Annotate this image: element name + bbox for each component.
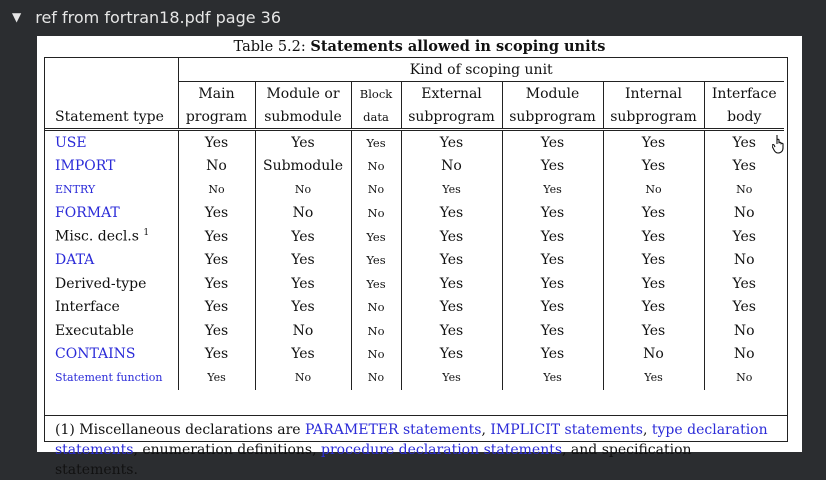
document-image: [37, 36, 802, 478]
col-header-modsub: Module: [502, 82, 603, 106]
panel-header[interactable]: [12, 6, 281, 28]
table-row: FORMAT Yes No No Yes Yes Yes No: [45, 202, 784, 226]
row-type-label: Misc. decl.s $^1$: [55, 228, 150, 246]
hand-pointer-icon: [772, 134, 786, 154]
table-frame: [44, 57, 788, 478]
scoping-units-table: Kind of scoping unit Main Module or Block External Module Internal Interface Statement type program submodule data subprogram subprogram subprogram body USE Yes Yes Yes Yes Yes Yes Yes IMPORT No Submodule No No Yes Yes Yes ENTRY No No No Yes Yes No No FORMAT Yes No No Yes Yes Yes No Misc. decl.s $^1$ Yes Yes Yes Yes Yes Yes Yes DATA Yes Yes Yes Yes Yes Yes No Derived-type Yes Yes Yes Yes Yes Yes Yes Interface Yes Yes No Yes Yes Yes Yes Executable Yes No No Yes Yes Yes No CONTAINS Yes Yes No Yes Yes No No Statement function Yes No No Yes Yes Yes No: [45, 58, 784, 390]
table-row: IMPORT No Submodule No No Yes Yes Yes: [45, 155, 784, 179]
table-row: Interface Yes Yes No Yes Yes Yes Yes: [45, 296, 784, 320]
col-header-internal: Internal: [603, 82, 704, 106]
row-type-label: Executable: [55, 322, 134, 339]
col-header-external: External: [401, 82, 502, 106]
table-row: USE Yes Yes Yes Yes Yes Yes Yes: [45, 130, 784, 155]
table-row: ENTRY No No No Yes Yes No No: [45, 178, 784, 202]
row-type-label: Interface: [55, 299, 120, 316]
panel-title: ref from fortran18.pdf page 36: [35, 7, 282, 27]
col-header-interface: Interface: [704, 82, 784, 106]
col-header-module: Module or: [255, 82, 351, 106]
row-type-link[interactable]: DATA: [55, 252, 95, 269]
row-type-link[interactable]: Statement function: [55, 371, 163, 385]
row-type-label: Derived-type: [55, 275, 147, 292]
table-row: DATA Yes Yes Yes Yes Yes Yes No: [45, 249, 784, 273]
row-type-link[interactable]: ENTRY: [55, 183, 96, 197]
table-row: Derived-type Yes Yes Yes Yes Yes Yes Yes: [45, 272, 784, 296]
row-type-link[interactable]: USE: [55, 134, 87, 151]
table-footnote: (1) Miscellaneous declarations are PARAMETER statements, IMPLICIT statements, type declaration statements, enumeration definitions, procedure declaration statements, and specification statements.: [45, 415, 787, 480]
col-header-main: Main: [178, 82, 255, 106]
statement-type-header: Statement type: [45, 105, 178, 130]
collapse-triangle-icon[interactable]: ▼: [12, 10, 22, 24]
row-type-link[interactable]: IMPORT: [55, 158, 116, 175]
row-type-link[interactable]: CONTAINS: [55, 346, 136, 363]
table-row: Statement function Yes No No Yes Yes Yes No: [45, 366, 784, 390]
parameter-link[interactable]: PARAMETER statements: [305, 422, 482, 438]
table-row: Executable Yes No No Yes Yes Yes No: [45, 319, 784, 343]
table-caption: Table 5.2: Statements allowed in scoping units: [233, 38, 606, 55]
group-header: Kind of scoping unit: [178, 58, 784, 82]
row-type-link[interactable]: FORMAT: [55, 205, 120, 222]
footnote-marker: 1: [143, 228, 150, 239]
table-row: CONTAINS Yes Yes No Yes Yes No No: [45, 343, 784, 367]
type-declaration-link[interactable]: type declaration statements: [55, 422, 768, 458]
table-row: Misc. decl.s $^1$ Yes Yes Yes Yes Yes Yes Yes: [45, 225, 784, 249]
implicit-link[interactable]: IMPLICIT statements: [490, 422, 643, 438]
col-header-block: Block: [351, 82, 401, 106]
procedure-declaration-link[interactable]: procedure declaration statements: [321, 442, 563, 458]
